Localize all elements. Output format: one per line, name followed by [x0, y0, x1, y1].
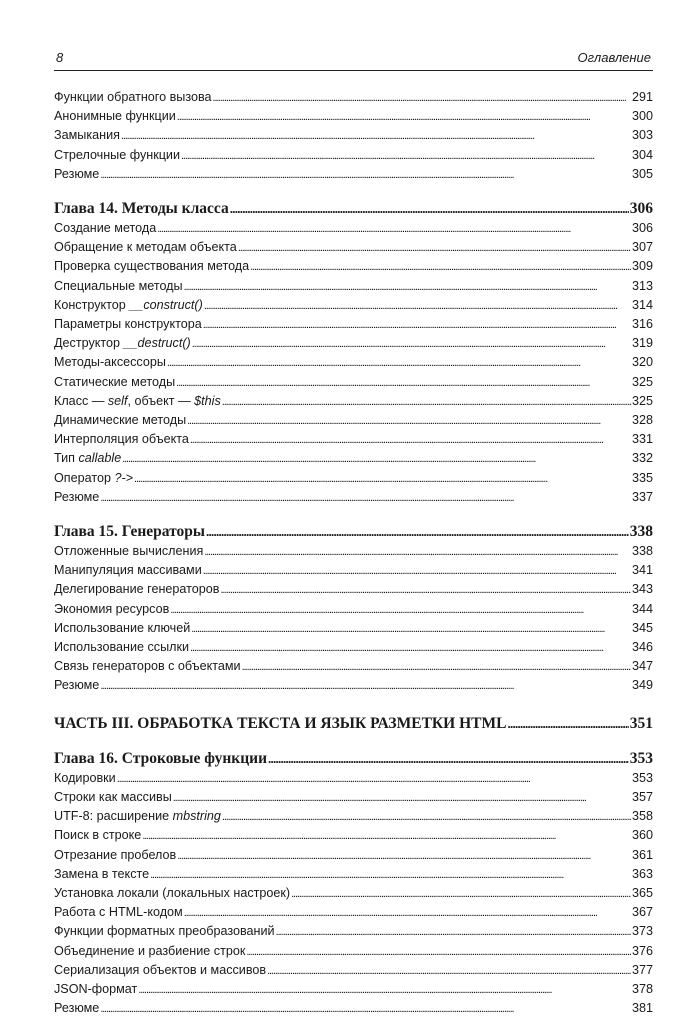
toc-entry-title-part: Кодировки [54, 770, 116, 785]
toc-entry-title [54, 296, 203, 314]
toc-chapter-entry [54, 749, 653, 769]
toc-entry-title [54, 714, 506, 734]
toc-section-entry [54, 884, 653, 903]
toc-entry-page: 335 [631, 470, 653, 485]
toc-section-entry [54, 561, 653, 580]
toc-dot-leader [138, 980, 631, 999]
toc-section-entry [54, 826, 653, 845]
toc-entry-title-part: self [107, 393, 128, 408]
toc-entry-title-part: __construct() [129, 297, 203, 312]
page-number: 8 [56, 50, 64, 65]
toc-entry-title [54, 657, 241, 675]
toc-entry-title-part: , объект — [127, 393, 195, 408]
toc-dot-leader [177, 107, 631, 126]
toc-entry-title [54, 238, 237, 256]
toc-dot-leader [291, 884, 631, 903]
toc-dot-leader [222, 392, 631, 411]
toc-entry-title-part: Отложенные вычисления [54, 544, 204, 559]
toc-section-entry [54, 126, 653, 145]
toc-dot-leader [173, 788, 631, 807]
toc-entry-title [54, 411, 186, 429]
toc-entry-title-part: Глава 14. Методы класса [54, 200, 229, 218]
toc-entry-title-part: ?-> [114, 470, 134, 485]
toc-entry-page: 306 [631, 221, 653, 236]
toc-entry-title-part: Манипуляция массивами [54, 563, 202, 578]
toc-entry-title [54, 522, 205, 542]
toc-entry-title-part: Связь генераторов с объектами [54, 659, 241, 674]
toc-chapter-entry [54, 522, 653, 542]
toc-entry-title-part: Делегирование генераторов [54, 582, 220, 597]
toc-entry-page: 353 [631, 770, 653, 785]
toc-entry-title-part: Интерполяция объекта [54, 432, 189, 447]
toc-section-entry [54, 219, 653, 238]
toc-entry-page: 328 [631, 413, 653, 428]
toc-dot-leader [121, 126, 631, 145]
toc-entry-title-part: Глава 15. Генераторы [54, 523, 206, 541]
toc-entry-title [54, 980, 137, 998]
toc-dot-leader [230, 199, 629, 219]
toc-entry-title-part: Обращение к методам объекта [54, 240, 237, 255]
toc-entry-title-part: Сериализация объектов и массивов [54, 962, 267, 977]
toc-entry-title-part: Анонимные функции [54, 109, 176, 124]
toc-section-entry [54, 942, 653, 961]
toc-entry-page: 360 [631, 828, 653, 843]
toc-entry-title [54, 277, 183, 295]
toc-entry-title-part: Оператор [54, 470, 115, 485]
toc-entry-page: 303 [631, 128, 653, 143]
toc-dot-leader [187, 411, 631, 430]
toc-entry-page: 378 [631, 981, 653, 996]
toc-entry-page: 331 [631, 432, 653, 447]
toc-section-entry [54, 619, 653, 638]
toc-entry-page: 349 [631, 678, 653, 693]
toc-entry-page: 304 [631, 147, 653, 162]
toc-entry-title [54, 199, 229, 219]
toc-entry-page: 337 [631, 489, 653, 504]
toc-entry-title [54, 600, 169, 618]
toc-entry-title [54, 146, 180, 164]
toc-dot-leader [203, 315, 631, 334]
toc-dot-leader [242, 657, 631, 676]
toc-entry-title [54, 942, 245, 960]
toc-entry-title [54, 126, 120, 144]
toc-dot-leader [191, 619, 631, 638]
toc-entry-title-part: UTF-8: расширение [54, 809, 173, 824]
toc-entry-title-part: Резюме [54, 489, 100, 504]
toc-section-entry [54, 257, 653, 276]
toc-entry-title-part: Объединение и разбиение строк [54, 943, 246, 958]
toc-entry-page: 341 [631, 563, 653, 578]
toc-dot-leader [184, 903, 631, 922]
toc-entry-title-part: JSON-формат [54, 981, 138, 996]
toc-entry-page: 316 [631, 317, 653, 332]
toc-entry-title-part: Глава 16. Строковые функции [54, 749, 268, 767]
toc-section-entry [54, 449, 653, 468]
toc-entry-title-part: Конструктор [54, 297, 130, 312]
toc-entry-page: 345 [631, 620, 653, 635]
toc-section-entry [54, 411, 653, 430]
toc-section-entry [54, 999, 653, 1018]
toc-section-entry [54, 334, 653, 353]
toc-section-entry [54, 769, 653, 788]
toc-entry-title-part: __destruct() [123, 336, 191, 351]
toc-entry-title-part: Замыкания [54, 128, 120, 143]
toc-dot-leader [507, 714, 628, 734]
toc-section-entry [54, 807, 653, 826]
toc-dot-leader [222, 807, 631, 826]
toc-entry-title-part: $this [194, 393, 221, 408]
toc-entry-title [54, 865, 149, 883]
toc-dot-leader [206, 522, 629, 542]
toc-entry-page: 320 [631, 355, 653, 370]
toc-dot-leader [246, 942, 631, 961]
toc-dot-leader [221, 580, 631, 599]
toc-section-entry [54, 488, 653, 507]
toc-section-entry [54, 865, 653, 884]
toc-section-entry [54, 657, 653, 676]
toc-section-entry [54, 469, 653, 488]
toc-entry-title-part: Статические методы [54, 374, 176, 389]
toc-entry-page: 358 [631, 809, 653, 824]
toc-entry-page: 373 [631, 924, 653, 939]
toc-entry-page: 376 [631, 943, 653, 958]
toc-entry-page: 338 [629, 523, 653, 541]
toc-entry-title [54, 580, 220, 598]
toc-entry-title-part: Функции форматных преобразований [54, 924, 275, 939]
toc-section-entry [54, 373, 653, 392]
toc-entry-title-part: Строки как массивы [54, 789, 172, 804]
toc-entry-page: 325 [631, 374, 653, 389]
toc-entry-title [54, 449, 121, 467]
toc-entry-page: 307 [631, 240, 653, 255]
toc-dot-leader [203, 561, 631, 580]
toc-entry-title-part: Резюме [54, 1001, 100, 1016]
toc-section-entry [54, 165, 653, 184]
toc-section-entry [54, 146, 653, 165]
toc-entry-title [54, 542, 203, 560]
toc-entry-page: 361 [631, 847, 653, 862]
toc-entry-title-part: Работа с HTML-кодом [54, 905, 183, 920]
toc-entry-title-part: Функции обратного вызова [54, 90, 212, 104]
toc-dot-leader [170, 600, 631, 619]
toc-entry-title [54, 315, 202, 333]
toc-dot-leader [268, 749, 629, 769]
toc-dot-leader [167, 353, 631, 372]
toc-dot-leader [100, 999, 631, 1018]
toc-section-entry [54, 846, 653, 865]
toc-entry-page: 346 [631, 640, 653, 655]
toc-entry-title-part: Параметры конструктора [54, 317, 202, 332]
toc-entry-title-part: Резюме [54, 166, 100, 181]
toc-dot-leader [190, 430, 631, 449]
toc-entry-page: 325 [631, 393, 653, 408]
toc-entry-title-part: Замена в тексте [54, 866, 150, 881]
toc-chapter-entry [54, 199, 653, 219]
toc-entry-title-part: Проверка существования метода [54, 259, 250, 274]
toc-entry-page: 367 [631, 905, 653, 920]
toc-dot-leader [238, 238, 631, 257]
toc-entry-title-part: Создание метода [54, 221, 157, 236]
toc-section-entry [54, 580, 653, 599]
toc-dot-leader [192, 334, 631, 353]
toc-entry-title [54, 373, 175, 391]
toc-entry-title-part: Динамические методы [54, 413, 187, 428]
toc-entry-title-part: Экономия ресурсов [54, 601, 170, 616]
toc-dot-leader [177, 846, 631, 865]
toc-dot-leader [267, 961, 631, 980]
toc-entry-title-part: Установка локали (локальных настроек) [54, 885, 291, 900]
toc-entry-title [54, 826, 141, 844]
toc-dot-leader [142, 826, 631, 845]
toc-entry-title [54, 257, 249, 275]
toc-dot-leader [117, 769, 631, 788]
toc-entry-page: 353 [629, 749, 653, 767]
toc-section-entry [54, 392, 653, 411]
toc-section-entry [54, 980, 653, 999]
toc-entry-title-part: Стрелочные функции [54, 147, 181, 162]
toc-entry-title-part: Отрезание пробелов [54, 847, 177, 862]
toc-dot-leader [157, 219, 631, 238]
toc-entry-page: 347 [631, 659, 653, 674]
toc-entry-title [54, 107, 176, 125]
toc-section-entry [54, 676, 653, 695]
toc-section-entry [54, 600, 653, 619]
toc-section-entry [54, 277, 653, 296]
toc-section-entry [54, 353, 653, 372]
toc-entry-title [54, 922, 275, 940]
toc-entry-title [54, 88, 212, 106]
toc-dot-leader [100, 676, 631, 695]
toc-entry-page: 344 [631, 601, 653, 616]
toc-entry-title-part: Тип [54, 451, 79, 466]
toc-dot-leader [184, 277, 631, 296]
toc-entry-title [54, 903, 183, 921]
toc-section-entry [54, 88, 653, 107]
toc-dot-leader [276, 922, 631, 941]
toc-entry-title-part: ЧАСТЬ III. ОБРАБОТКА ТЕКСТА И ЯЗЫК РАЗМЕТКИ HTML [54, 714, 507, 732]
toc-entry-title [54, 165, 99, 183]
toc-entry-title-part: Резюме [54, 678, 100, 693]
toc-dot-leader [190, 638, 631, 657]
toc-entry-page: 381 [631, 1001, 653, 1016]
toc-entry-title [54, 353, 166, 371]
toc-entry-page: 306 [629, 200, 653, 218]
toc-entry-page: 365 [631, 885, 653, 900]
toc-entry-page: 314 [631, 297, 653, 312]
toc-entry-title-part: mbstring [172, 809, 221, 824]
toc-entry-title [54, 807, 221, 825]
toc-entry-title-part: Использование ключей [54, 620, 191, 635]
toc-entry-title [54, 430, 189, 448]
running-head [54, 48, 653, 71]
toc-entry-page: 319 [631, 336, 653, 351]
toc-dot-leader [134, 469, 631, 488]
toc-dot-leader [176, 373, 631, 392]
toc-entry-title [54, 769, 116, 787]
toc-dot-leader [250, 257, 631, 276]
toc-section-entry [54, 107, 653, 126]
toc-entry-page: 300 [631, 109, 653, 124]
toc-entry-title [54, 676, 99, 694]
toc-entry-page: 338 [631, 544, 653, 559]
toc-entry-title [54, 619, 190, 637]
toc-section-entry [54, 638, 653, 657]
toc-entry-page: 357 [631, 789, 653, 804]
toc-entry-title [54, 961, 266, 979]
table-of-contents [54, 88, 653, 1018]
toc-dot-leader [122, 449, 631, 468]
toc-entry-title-part: Использование ссылки [54, 640, 190, 655]
toc-section-entry [54, 903, 653, 922]
toc-entry-title [54, 392, 221, 410]
toc-entry-page: 291 [631, 90, 653, 104]
toc-dot-leader [181, 146, 631, 165]
toc-part-entry [54, 714, 653, 734]
toc-entry-title [54, 219, 156, 237]
toc-entry-title [54, 884, 290, 902]
toc-entry-page: 332 [631, 451, 653, 466]
toc-entry-title [54, 334, 191, 352]
toc-section-entry [54, 922, 653, 941]
toc-entry-title-part: Методы-аксессоры [54, 355, 166, 370]
toc-section-entry [54, 238, 653, 257]
toc-entry-title-part: Класс — [54, 393, 108, 408]
toc-entry-page: 377 [631, 962, 653, 977]
toc-entry-page: 351 [629, 714, 653, 732]
toc-entry-title-part: Поиск в строке [54, 828, 142, 843]
toc-entry-title [54, 749, 267, 769]
toc-section-entry [54, 542, 653, 561]
toc-dot-leader [150, 865, 631, 884]
toc-entry-title [54, 561, 202, 579]
toc-entry-title-part: callable [78, 451, 122, 466]
toc-entry-title-part: Специальные методы [54, 278, 183, 293]
toc-section-entry [54, 430, 653, 449]
toc-entry-title [54, 469, 133, 487]
toc-entry-title [54, 488, 99, 506]
toc-entry-page: 343 [631, 582, 653, 597]
toc-section-entry [54, 315, 653, 334]
toc-section-entry [54, 788, 653, 807]
toc-section-entry [54, 961, 653, 980]
toc-entry-page: 313 [631, 278, 653, 293]
toc-entry-title [54, 999, 99, 1017]
toc-entry-page: 305 [631, 166, 653, 181]
running-title: Оглавление [577, 50, 651, 65]
toc-dot-leader [204, 542, 631, 561]
toc-dot-leader [204, 296, 631, 315]
toc-section-entry [54, 296, 653, 315]
toc-entry-page: 363 [631, 866, 653, 881]
toc-entry-title [54, 638, 189, 656]
toc-entry-title [54, 788, 172, 806]
toc-dot-leader [213, 88, 631, 107]
toc-dot-leader [100, 488, 631, 507]
toc-entry-title-part: Деструктор [54, 336, 124, 351]
toc-entry-page: 309 [631, 259, 653, 274]
toc-dot-leader [100, 165, 631, 184]
toc-entry-title [54, 846, 176, 864]
